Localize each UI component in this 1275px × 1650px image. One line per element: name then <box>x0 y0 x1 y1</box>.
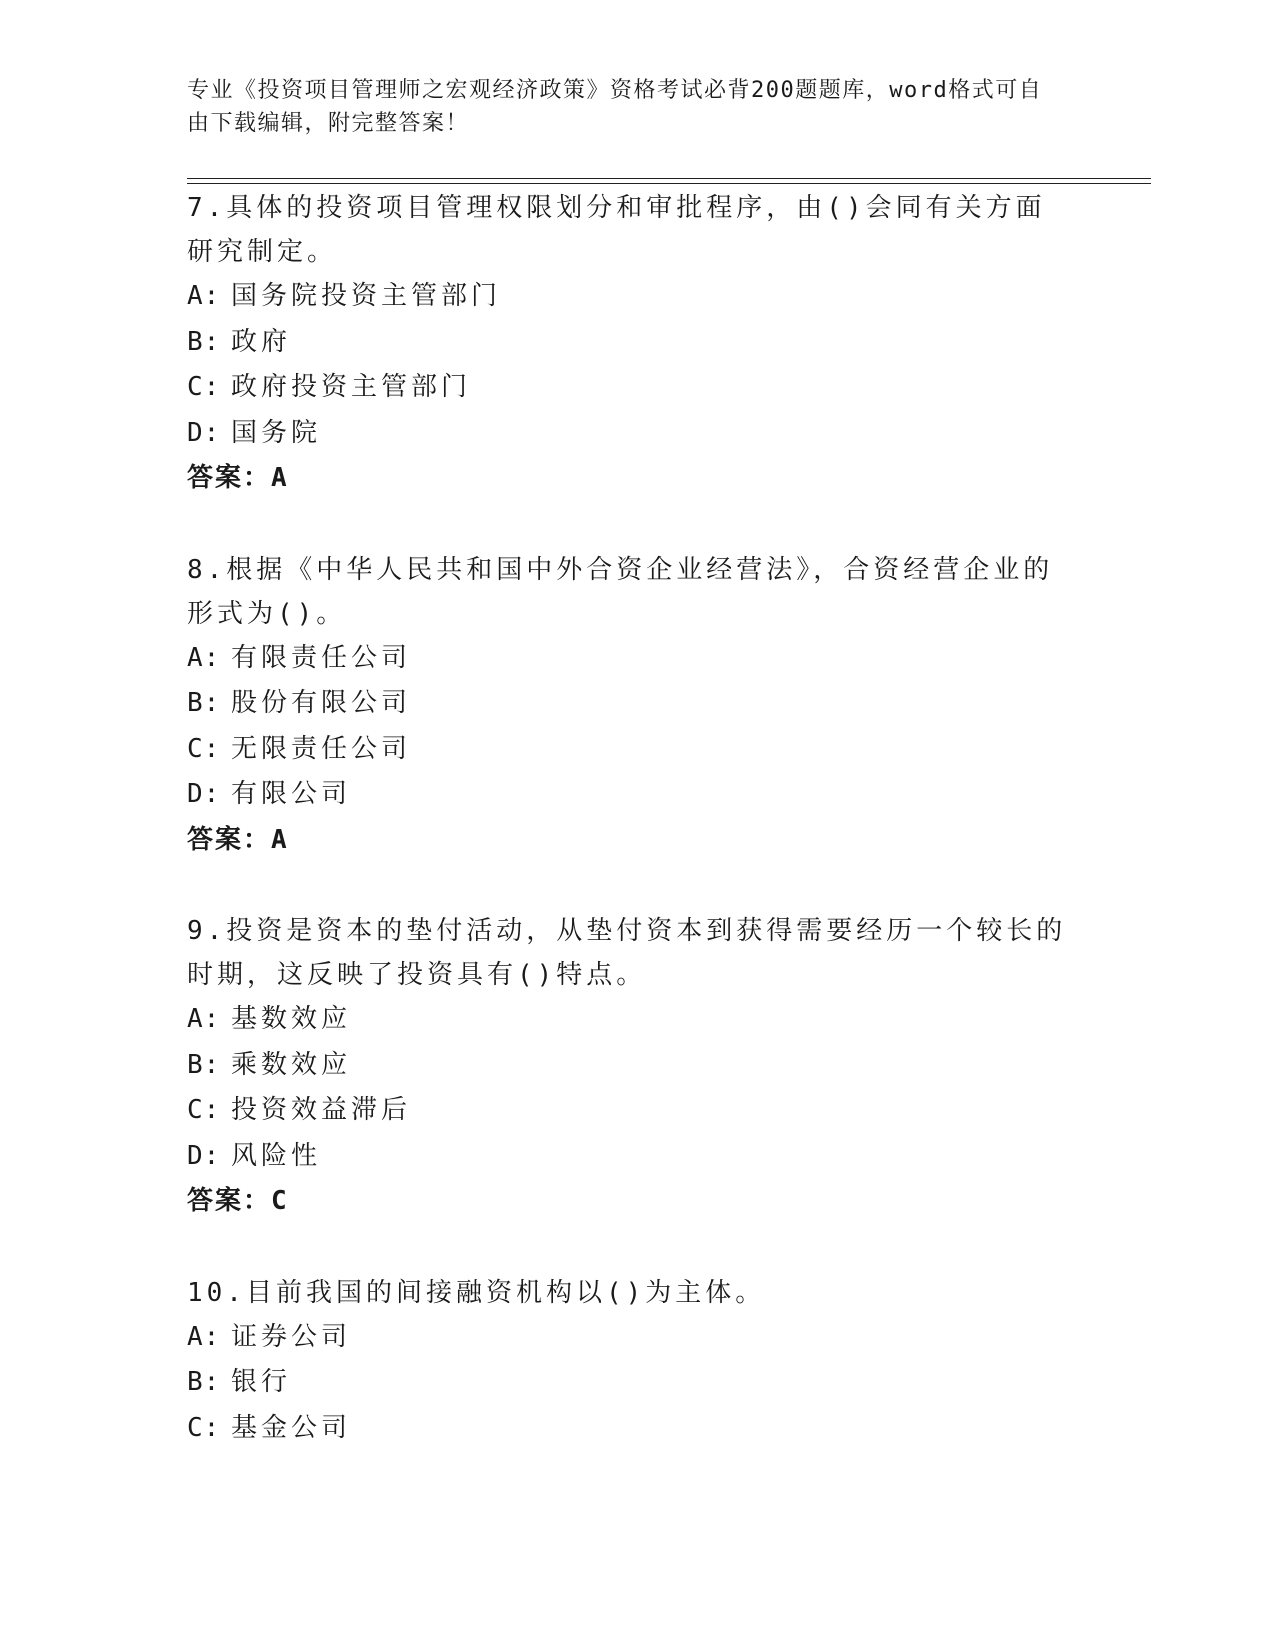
question-stem: 7.具体的投资项目管理权限划分和审批程序，由()会同有关方面研究制定。 <box>187 193 1046 267</box>
header-divider-bottom <box>187 183 1151 184</box>
question-list <box>187 186 1067 1497</box>
option-d <box>187 1134 1067 1180</box>
option-text: 政府 <box>231 326 292 357</box>
question-stem: 10.目前我国的间接融资机构以()为主体。 <box>187 1277 766 1308</box>
option-text: 有限责任公司 <box>231 642 412 673</box>
option-a <box>187 636 1067 682</box>
option-text: 政府投资主管部门 <box>231 372 472 402</box>
question-7 <box>187 186 1067 502</box>
option-key: A: <box>187 1321 221 1352</box>
option-c <box>187 727 1067 773</box>
answer-line: 答案：C <box>187 1186 289 1216</box>
header-text: 专业《投资项目管理师之宏观经济政策》资格考试必背200题题库，word格式可自由下载编辑，附完整答案！ <box>187 78 1043 136</box>
option-text: 乘数效应 <box>231 1049 352 1080</box>
option-text: 投资效益滞后 <box>231 1095 412 1125</box>
option-c <box>187 365 1067 411</box>
answer-line: 答案：A <box>187 824 289 855</box>
option-text: 国务院 <box>231 417 322 448</box>
option-text: 基金公司 <box>231 1412 352 1443</box>
option-a <box>187 997 1067 1043</box>
option-b <box>187 1043 1067 1089</box>
option-key: B: <box>187 688 221 718</box>
option-key: C: <box>187 1412 221 1443</box>
option-b <box>187 1360 1067 1406</box>
option-key: A: <box>187 1004 221 1034</box>
option-key: D: <box>187 1140 221 1171</box>
option-text: 国务院投资主管部门 <box>231 281 502 311</box>
option-a <box>187 1315 1067 1361</box>
option-d <box>187 411 1067 457</box>
option-text: 证券公司 <box>231 1321 352 1352</box>
option-key: A: <box>187 281 221 311</box>
option-text: 股份有限公司 <box>231 688 412 718</box>
option-a <box>187 274 1067 320</box>
option-d <box>187 772 1067 818</box>
option-text: 无限责任公司 <box>231 733 412 764</box>
question-9 <box>187 909 1067 1225</box>
option-text: 有限公司 <box>231 779 352 809</box>
option-c <box>187 1406 1067 1452</box>
option-key: C: <box>187 733 221 764</box>
option-text: 银行 <box>231 1367 292 1397</box>
question-stem: 8.根据《中华人民共和国中外合资企业经营法》，合资经营企业的形式为()。 <box>187 554 1054 629</box>
header-divider-top <box>187 178 1151 179</box>
option-key: B: <box>187 1049 221 1080</box>
option-key: B: <box>187 1367 221 1397</box>
option-text: 风险性 <box>231 1140 322 1171</box>
option-b <box>187 320 1067 366</box>
question-10 <box>187 1271 1067 1452</box>
option-key: D: <box>187 779 221 809</box>
option-text: 基数效应 <box>231 1004 352 1034</box>
option-key: C: <box>187 1095 221 1125</box>
option-key: A: <box>187 642 221 673</box>
document-header <box>187 74 1057 140</box>
question-stem: 9.投资是资本的垫付活动，从垫付资本到获得需要经历一个较长的时期，这反映了投资具有()特点。 <box>187 916 1067 990</box>
option-key: C: <box>187 372 221 402</box>
option-c <box>187 1088 1067 1134</box>
option-b <box>187 681 1067 727</box>
option-key: D: <box>187 417 221 448</box>
question-8 <box>187 548 1067 864</box>
option-key: B: <box>187 326 221 357</box>
answer-line: 答案：A <box>187 463 289 493</box>
